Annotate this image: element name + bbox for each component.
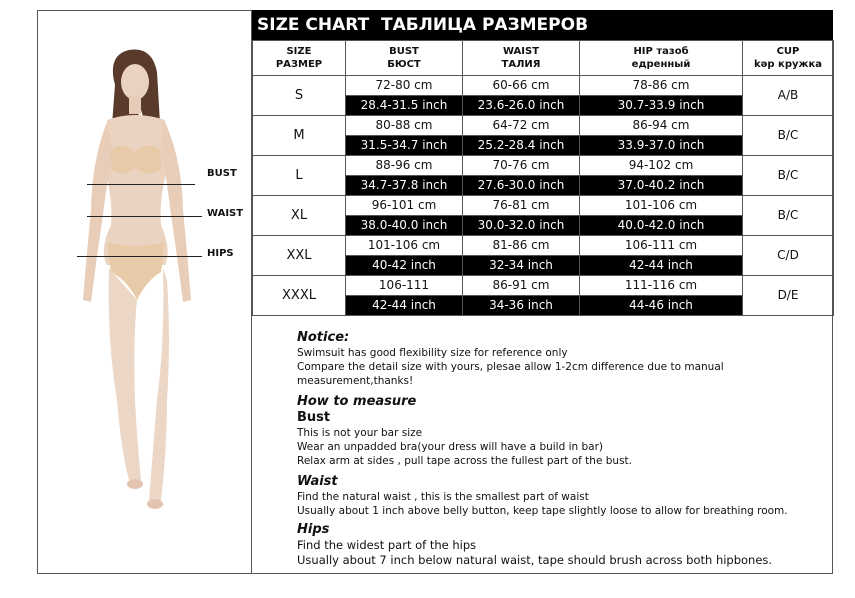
bust-label: BUST [207, 168, 237, 179]
hip-cm-cell: 94-102 cm [580, 156, 743, 176]
waist-line-text: Usually about 1 inch above belly button, keep tape slightly loose to allow for breathing room. [297, 505, 788, 517]
notes-section [297, 330, 837, 568]
hip-cm-cell: 111-116 cm [580, 276, 743, 296]
bust-cm-cell: 101-106 cm [346, 236, 463, 256]
hip-inch-cell: 30.7-33.9 inch [580, 96, 743, 116]
hips-heading: Hips [297, 522, 330, 537]
table-row [253, 196, 834, 216]
waist-inch-cell: 34-36 inch [463, 296, 580, 316]
table-body [253, 76, 834, 316]
waist-cm-cell: 76-81 cm [463, 196, 580, 216]
size-cell: S [253, 76, 346, 116]
waist-inch-cell: 30.0-32.0 inch [463, 216, 580, 236]
bust-inch-cell: 31.5-34.7 inch [346, 136, 463, 156]
bust-cm-cell: 72-80 cm [346, 76, 463, 96]
waist-cm-cell: 60-66 cm [463, 76, 580, 96]
waist-inch-cell: 32-34 inch [463, 256, 580, 276]
bust-cm-cell: 106-111 [346, 276, 463, 296]
bust-heading: Bust [297, 410, 331, 425]
size-cell: XXL [253, 236, 346, 276]
cup-cell: B/C [743, 116, 834, 156]
hips-line-text: Usually about 7 inch below natural waist, tape should brush across both hipbones. [297, 553, 773, 567]
waist-inch-cell: 23.6-26.0 inch [463, 96, 580, 116]
waist-cm-cell: 81-86 cm [463, 236, 580, 256]
bust-inch-cell: 38.0-40.0 inch [346, 216, 463, 236]
hip-inch-cell: 40.0-42.0 inch [580, 216, 743, 236]
notice-heading: Notice: [297, 330, 350, 345]
hip-cm-cell: 106-111 cm [580, 236, 743, 256]
notice-line: Swimsuit has good flexibility size for reference only [297, 347, 568, 359]
header-row [253, 41, 834, 76]
size-cell: XL [253, 196, 346, 236]
bust-inch-cell: 28.4-31.5 inch [346, 96, 463, 116]
waist-cm-cell: 70-76 cm [463, 156, 580, 176]
bust-inch-cell: 42-44 inch [346, 296, 463, 316]
waist-cm-cell: 86-91 cm [463, 276, 580, 296]
waist-label: WAIST [207, 208, 244, 219]
hip-inch-cell: 37.0-40.2 inch [580, 176, 743, 196]
hips-label: HIPS [207, 248, 234, 259]
hip-inch-cell: 42-44 inch [580, 256, 743, 276]
table-row [253, 276, 834, 296]
bust-cm-cell: 88-96 cm [346, 156, 463, 176]
cup-cell: B/C [743, 196, 834, 236]
table-row [253, 116, 834, 136]
model-figure [37, 10, 252, 574]
waist-inch-cell: 27.6-30.0 inch [463, 176, 580, 196]
hip-cm-cell: 78-86 cm [580, 76, 743, 96]
model-panel [37, 10, 252, 574]
waist-cm-cell: 64-72 cm [463, 116, 580, 136]
hip-inch-cell: 44-46 inch [580, 296, 743, 316]
bust-cm-cell: 80-88 cm [346, 116, 463, 136]
how-to-measure-heading: How to measure [297, 394, 417, 409]
bust-line-text: Wear an unpadded bra(your dress will have a build in bar) [297, 441, 604, 453]
size-cell: M [253, 116, 346, 156]
hips-line [77, 256, 202, 257]
bust-inch-cell: 40-42 inch [346, 256, 463, 276]
cup-cell: B/C [743, 156, 834, 196]
header-cup: CUP kәр кружка [743, 41, 834, 76]
bust-inch-cell: 34.7-37.8 inch [346, 176, 463, 196]
table-row [253, 76, 834, 96]
cup-cell: D/E [743, 276, 834, 316]
waist-inch-cell: 25.2-28.4 inch [463, 136, 580, 156]
hip-cm-cell: 101-106 cm [580, 196, 743, 216]
waist-line [87, 216, 202, 217]
hips-line-text: Find the widest part of the hips [297, 538, 477, 552]
table-row [253, 236, 834, 256]
size-cell: L [253, 156, 346, 196]
header-bust: BUST БЮСТ [346, 41, 463, 76]
header-hip: HIP тазоб едренный [580, 41, 743, 76]
bust-cm-cell: 96-101 cm [346, 196, 463, 216]
notice-line: Compare the detail size with yours, plesae allow 1-2cm difference due to manual measurement,thanks! [297, 361, 724, 387]
waist-line-text: Find the natural waist , this is the smallest part of waist [297, 491, 589, 503]
size-table [252, 40, 834, 316]
waist-heading: Waist [297, 474, 338, 489]
bust-line [87, 184, 195, 185]
table-row [253, 156, 834, 176]
bust-line-text: Relax arm at sides , pull tape across the fullest part of the bust. [297, 455, 632, 467]
page-title: SIZE CHART ТАБЛИЦА РАЗМЕРОВ [252, 10, 833, 40]
hip-cm-cell: 86-94 cm [580, 116, 743, 136]
cup-cell: A/B [743, 76, 834, 116]
header-size: SIZE РАЗМЕР [253, 41, 346, 76]
hip-inch-cell: 33.9-37.0 inch [580, 136, 743, 156]
header-waist: WAIST ТАЛИЯ [463, 41, 580, 76]
cup-cell: C/D [743, 236, 834, 276]
bust-line-text: This is not your bar size [297, 427, 423, 439]
size-cell: XXXL [253, 276, 346, 316]
